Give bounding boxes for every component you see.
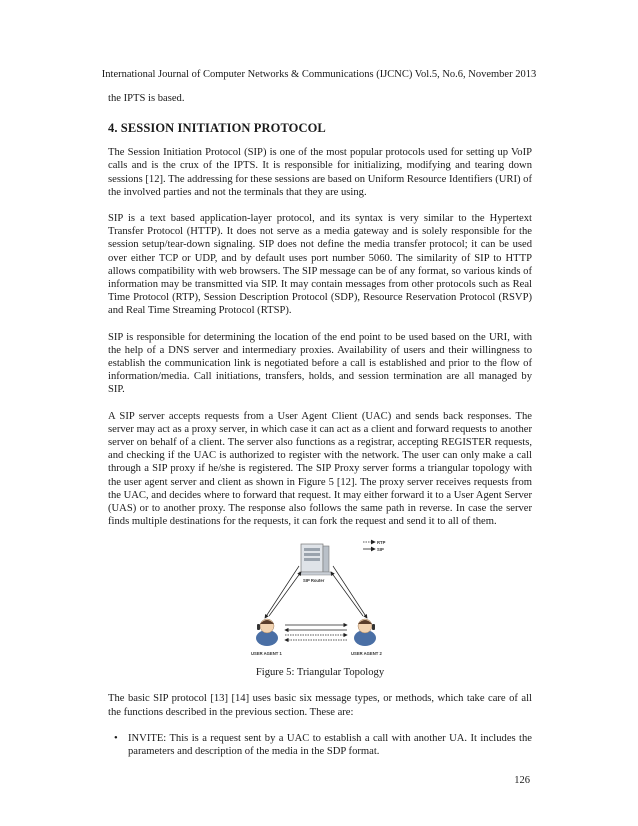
arrow-router-to-agent1: [265, 566, 299, 618]
arrow-router-to-agent2: [333, 566, 367, 618]
paragraph-sip-intro: The Session Initiation Protocol (SIP) is one of the most popular protocols used for setting up VoIP calls and is the crux of the IPTS. It is responsible for initializing, modifying and tearing down sessions [12]. The addressing for these sessions are based on Uniform Resource Identifiers (URI) of the involved parties and not the terminals that they are using.: [108, 147, 532, 198]
section-heading: 4. SESSION INITIATION PROTOCOL: [108, 121, 326, 136]
paragraph-sip-server: A SIP server accepts requests from a User Agent Client (UAC) and sends back responses. The server may act as a proxy server, in which case it can act as a client and forward requests to another server on behalf of a client. The server also functions as a registrar, accepting REGISTER requests, and checking if the UAC is authorized to register with the network. The user can only make a call through a SIP proxy if he/she is registered. The SIP Proxy server forms a triangular topology with the user agent server and client as shown in Figure 5 [12]. The proxy server receives requests from the UAC, and decides where to forward that request. It may either forward it to a User Agent Server (UAS) or to another proxy. The response also follows the same path in reverse. In case the server finds multiple destinations for the requests, it can fork the request and send it to all of them.: [108, 410, 532, 528]
user-agent-2-icon: [354, 619, 376, 646]
arrow-agent1-to-router: [269, 572, 301, 616]
agent2-label: USER AGENT 2: [351, 651, 382, 657]
legend-sip: SIP: [377, 547, 384, 553]
running-header: International Journal of Computer Networks & Communications (IJCNC) Vol.5, No.6, November 2013: [101, 69, 537, 80]
intro-tail: the IPTS is based.: [108, 93, 185, 104]
legend: [363, 540, 386, 552]
list-item: [108, 732, 532, 758]
bullet-icon: •: [114, 732, 118, 744]
sip-router-server-icon: [299, 544, 331, 575]
page-content: [108, 92, 532, 758]
user-agent-1-icon: [256, 619, 278, 646]
paragraph-message-types: The basic SIP protocol [13] [14] uses basic six message types, or methods, which take care of all the functions described in the previous section. These are:: [108, 693, 532, 718]
list-item-text: INVITE: This is a request sent by a UAC to establish a call with another UA. It includes the parameters and description of the media in the SDP format.: [128, 732, 532, 758]
paragraph-sip-protocol: SIP is a text based application-layer protocol, and its syntax is very similar to the Hypertext Transfer Protocol (HTTP). It does not serve as a media gateway and is solely responsible for the session setup/tear-down signaling. SIP does not define the media transfer protocol; it can be used over either TCP or UDP, and by default uses port number 5060. The similarity of SIP to HTTP allows compatibility with web browsers. The SIP message can be of any format, so various kinds of information may be transmitted via SIP. It may contain messages from other protocols such as Real Time Protocol (RTP), Session Description Protocol (SDP), Resource Reservation Protocol (RSVP) and Real Time Streaming Protocol (RTSP).: [108, 213, 532, 317]
topology-diagram: [243, 536, 403, 658]
legend-rtp: RTP: [377, 540, 386, 546]
router-label: SIP Router: [303, 578, 325, 584]
paragraph-sip-location: SIP is responsible for determining the location of the end point to be used based on the URI, with the help of a DNS server and intermediary proxies. Availability of users and their willingness to establish the communication link is negotiated before a call is established and prior to the flow of information/media. Call initiations, transfers, holds, and session termination are all managed by SIP.: [108, 331, 532, 396]
figure-triangular-topology: [108, 536, 532, 658]
page-number: 126: [514, 775, 530, 786]
agent1-label: USER AGENT 1: [251, 651, 282, 657]
arrow-agent2-to-router: [331, 572, 363, 616]
figure-caption: Figure 5: Triangular Topology: [255, 667, 385, 679]
